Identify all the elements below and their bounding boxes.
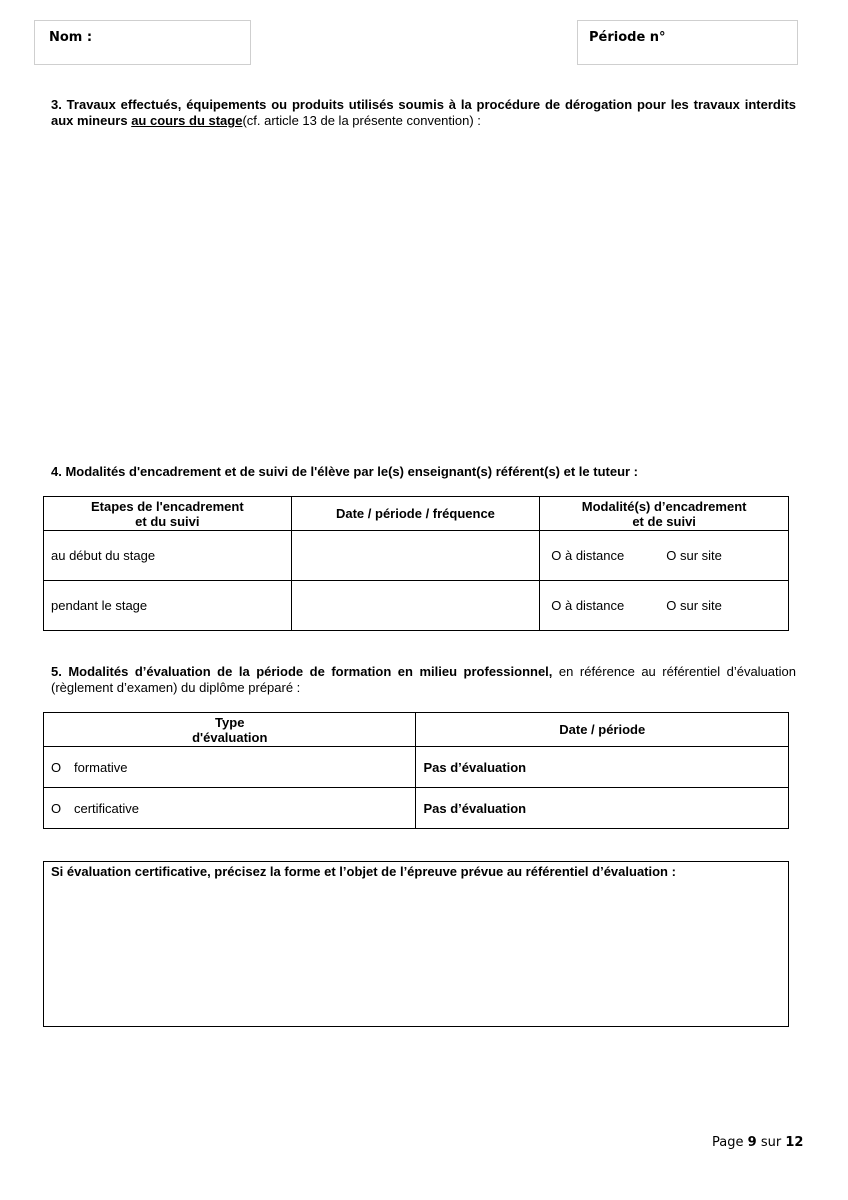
periode-field[interactable]	[577, 20, 798, 65]
section-3-normal: (cf. article 13 de la présente convention) :	[242, 113, 481, 128]
table-row	[44, 581, 789, 631]
date-cell[interactable]	[291, 581, 540, 631]
header-type	[44, 713, 416, 747]
radio-circle-icon[interactable]: O	[51, 800, 62, 816]
header-etapes	[44, 497, 292, 531]
table-header-row	[44, 497, 789, 531]
section-5-heading	[51, 664, 796, 696]
sur-word: sur	[760, 1135, 782, 1150]
section-3-bold: 3. Travaux effectués, équipements ou produits utilisés soumis à la procédure de dérogation pour les travaux interdits aux mineurs	[51, 97, 796, 128]
option-sur-site[interactable]: O sur site	[666, 548, 722, 563]
section-3-underlined: au cours du stage	[131, 113, 243, 128]
header-modalites-line1: Modalité(s) d’encadrement	[581, 498, 747, 514]
certificative-label: Si évaluation certificative, précisez la forme et l’objet de l’épreuve prévue au référentiel d’évaluation :	[51, 864, 676, 879]
header-date: Date / période / fréquence	[291, 497, 540, 531]
evaluation-table	[43, 712, 789, 829]
header-modalites	[540, 497, 789, 531]
certificative-details-box[interactable]	[43, 861, 789, 1027]
section-5-normal: en référence au référentiel d’évaluation (règlement d’examen) du diplôme préparé :	[51, 664, 796, 695]
header-type-line2: d'évaluation	[192, 729, 268, 745]
table-row	[44, 747, 789, 788]
radio-circle-icon[interactable]: O	[51, 759, 62, 775]
date-value: Pas d’évaluation	[416, 747, 789, 788]
type-label: formative	[74, 759, 128, 775]
type-cell[interactable]	[44, 788, 416, 829]
header-type-line1: Type	[215, 714, 245, 730]
section-5-bold: 5. Modalités d’évaluation de la période de formation en milieu professionnel,	[51, 664, 553, 679]
option-a-distance[interactable]: O à distance	[551, 598, 625, 613]
type-label: certificative	[74, 800, 140, 816]
row-label: au début du stage	[44, 531, 292, 581]
table-row	[44, 531, 789, 581]
page-number	[712, 1135, 803, 1150]
nom-label: Nom :	[49, 30, 93, 45]
page-word: Page	[712, 1135, 744, 1150]
modalite-cell	[540, 581, 789, 631]
header-etapes-line1: Etapes de l'encadrement	[91, 498, 244, 514]
encadrement-table	[43, 496, 789, 631]
header-etapes-line2: et du suivi	[135, 513, 200, 529]
nom-field[interactable]	[34, 20, 251, 65]
table-row	[44, 788, 789, 829]
type-cell[interactable]	[44, 747, 416, 788]
periode-label: Période n°	[589, 30, 666, 45]
option-a-distance[interactable]: O à distance	[551, 548, 625, 563]
section-3-heading	[51, 97, 796, 129]
page-current: 9	[747, 1135, 757, 1150]
header-modalites-line2: et de suivi	[632, 513, 696, 529]
table-header-row	[44, 713, 789, 747]
header-date-periode: Date / période	[416, 713, 789, 747]
date-value: Pas d’évaluation	[416, 788, 789, 829]
page-total: 12	[785, 1135, 804, 1150]
row-label: pendant le stage	[44, 581, 292, 631]
modalite-cell	[540, 531, 789, 581]
date-cell[interactable]	[291, 531, 540, 581]
section-4-heading: 4. Modalités d'encadrement et de suivi de l'élève par le(s) enseignant(s) référent(s) et le tuteur :	[51, 464, 639, 479]
option-sur-site[interactable]: O sur site	[666, 598, 722, 613]
